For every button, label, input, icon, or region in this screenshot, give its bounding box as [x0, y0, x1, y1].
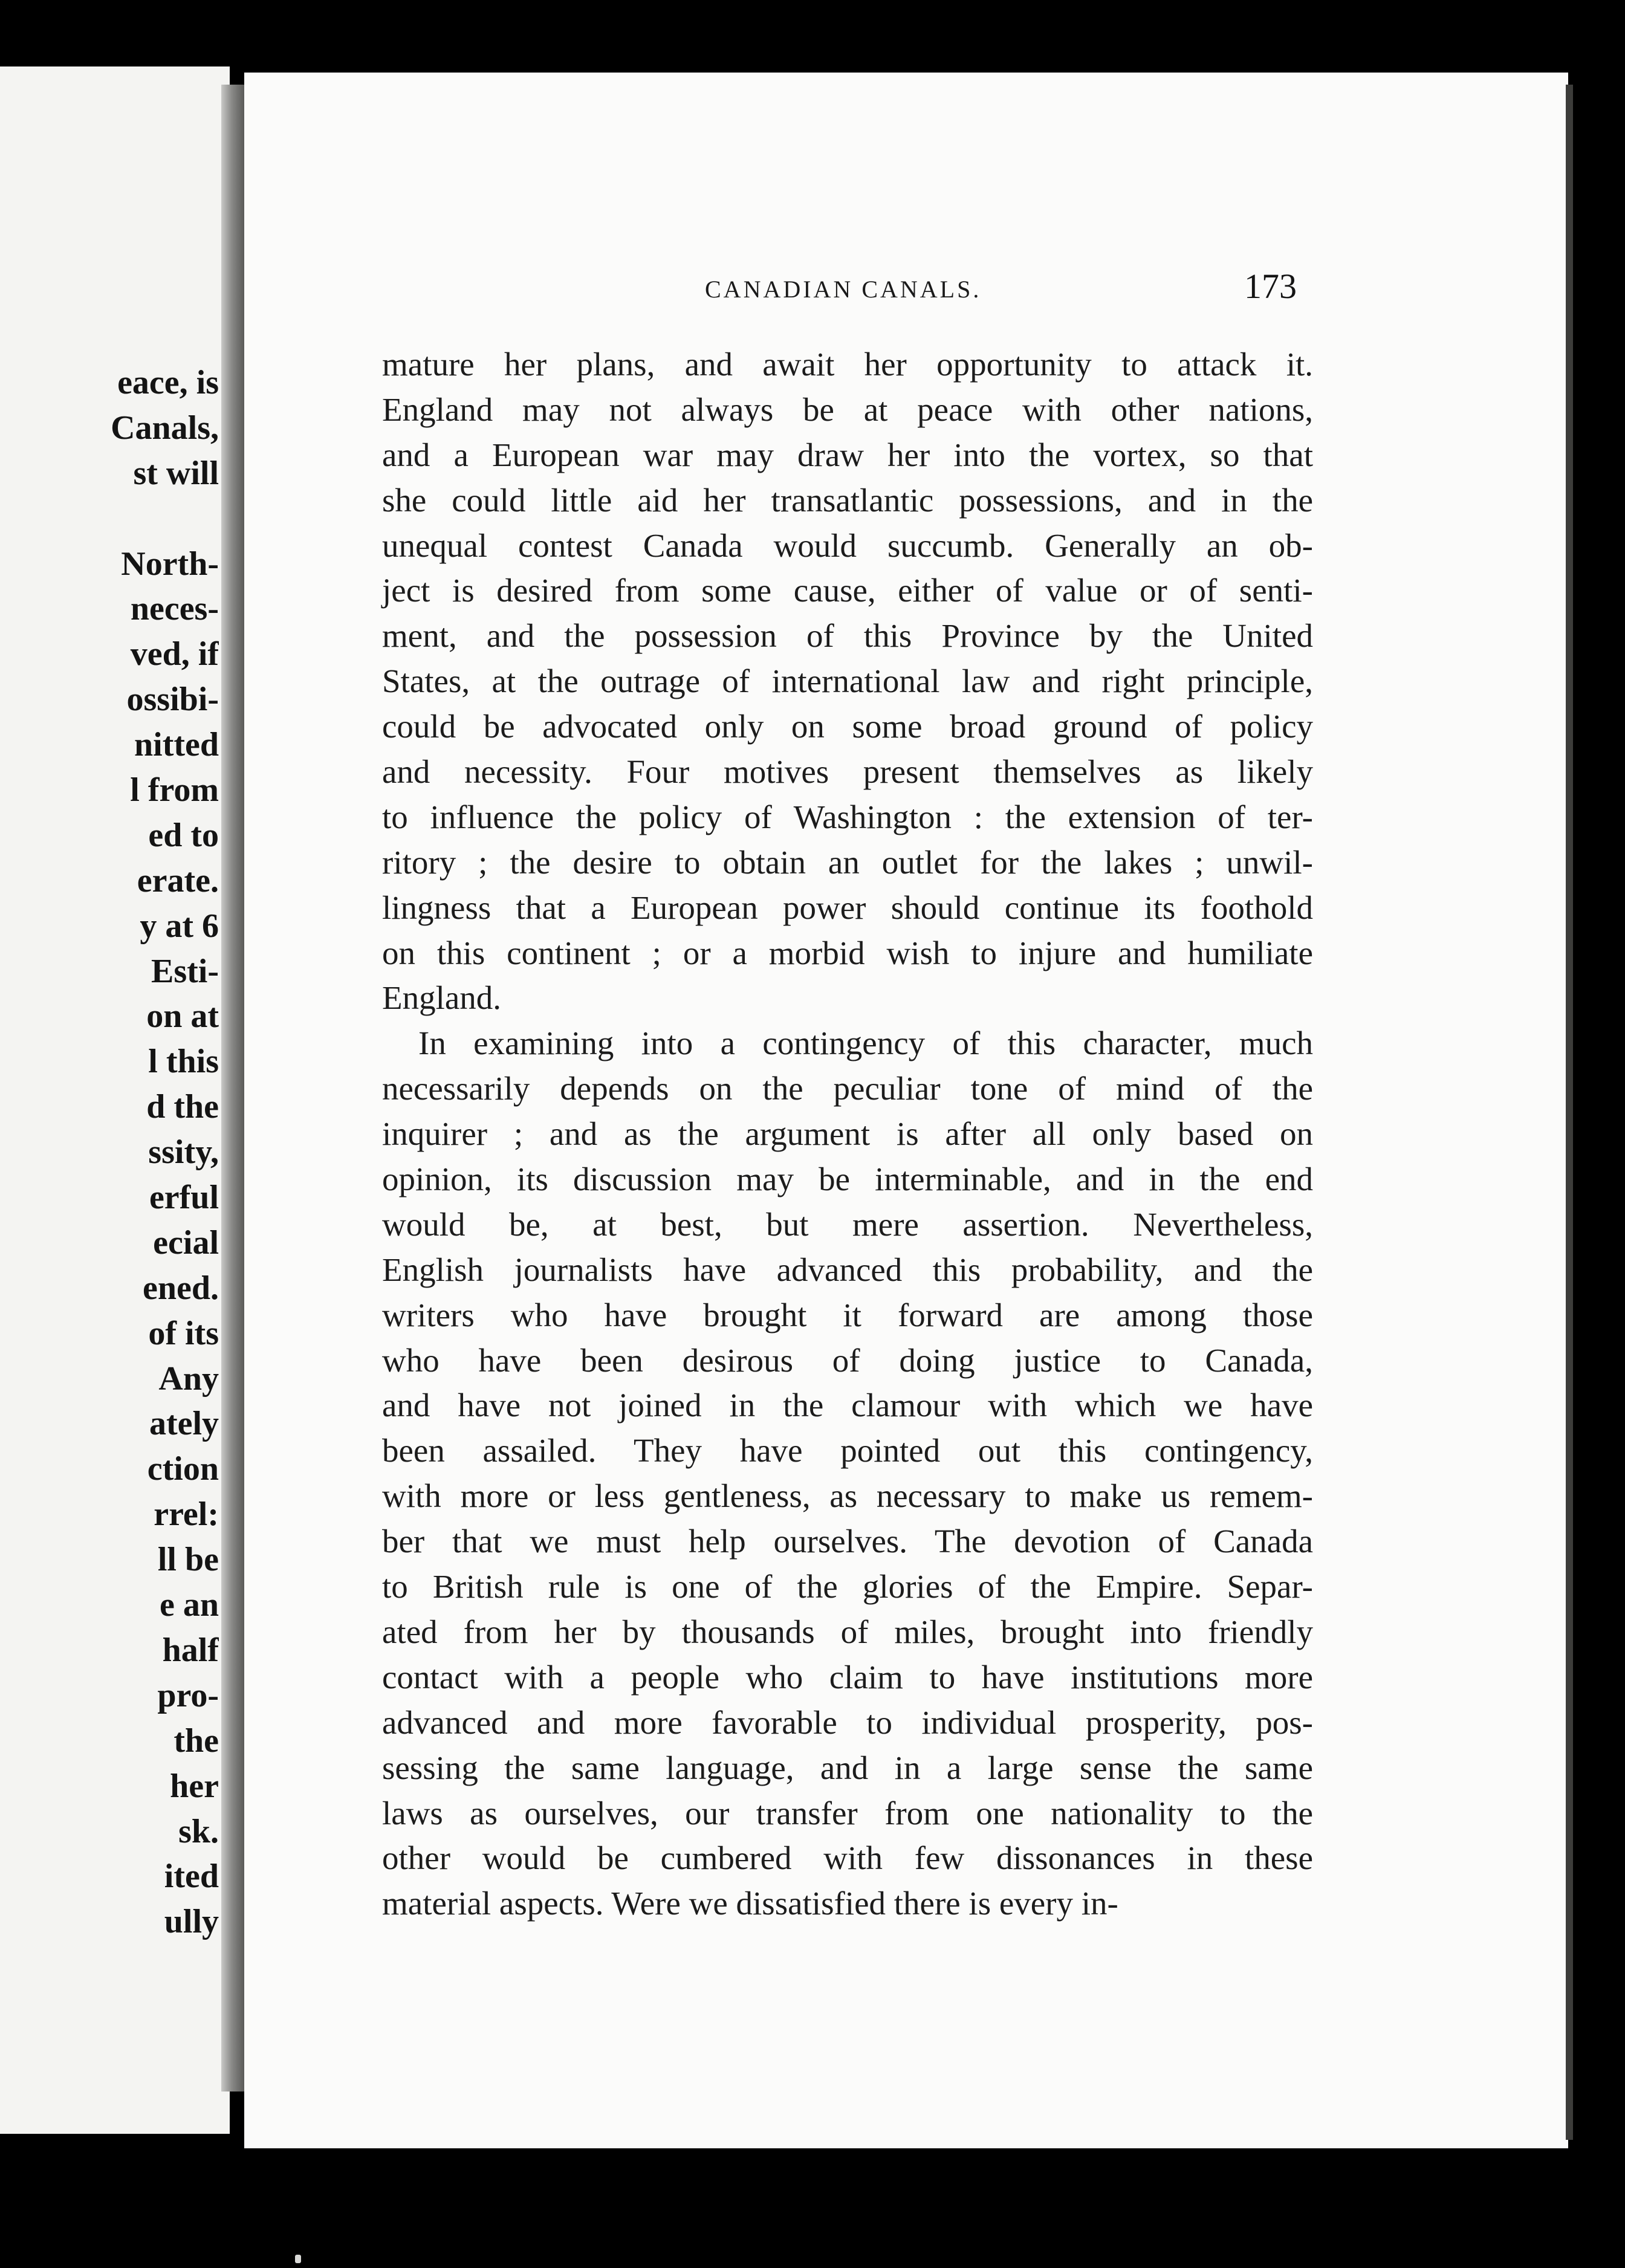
- body-line: necessarily depends on the peculiar tone of mind of the: [382, 1070, 1313, 1107]
- left-page-line: ssity,: [148, 1133, 219, 1171]
- body-line: to influence the policy of Washington : the extension of ter-: [382, 798, 1313, 835]
- body-line: ment, and the possession of this Province by the United: [382, 617, 1313, 655]
- left-page-line: e an: [160, 1586, 219, 1624]
- body-line: to British rule is one of the glories of the Empire. Separ-: [382, 1568, 1313, 1605]
- body-line: England.: [382, 979, 502, 1017]
- left-page-line: half: [162, 1631, 219, 1669]
- body-line: advanced and more favorable to individual prosperity, pos-: [382, 1703, 1313, 1741]
- body-line: would be, at best, but mere assertion. Nevertheless,: [382, 1205, 1313, 1243]
- left-page-line: Any: [158, 1359, 219, 1398]
- left-page-line: pro-: [157, 1676, 219, 1714]
- body-line: material aspects. Were we dissatisfied there is every in-: [382, 1885, 1118, 1922]
- body-line: and necessity. Four motives present themselves as likely: [382, 753, 1313, 791]
- left-page-line: neces-: [130, 590, 219, 628]
- running-head: CANADIAN CANALS.: [705, 276, 982, 303]
- left-page-line: ll be: [157, 1541, 219, 1579]
- left-page-line: ately: [149, 1405, 219, 1443]
- body-line: opinion, its discussion may be interminable, and in the end: [382, 1161, 1313, 1198]
- left-page-line: the: [174, 1722, 219, 1760]
- body-line: sessing the same language, and in a large sense the same: [382, 1749, 1313, 1786]
- left-page-line: ved, if: [130, 635, 219, 673]
- left-page-line: ecial: [153, 1223, 219, 1262]
- body-line: and a European war may draw her into the vortex, so that: [382, 436, 1313, 473]
- body-text: [382, 342, 1313, 1926]
- left-page-line: ited: [164, 1858, 219, 1896]
- body-line: laws as ourselves, our transfer from one nationality to the: [382, 1794, 1313, 1832]
- left-page-line: sk.: [178, 1812, 219, 1850]
- body-line: ated from her by thousands of miles, brought into friendly: [382, 1613, 1313, 1650]
- scan-speck: [295, 2255, 301, 2263]
- page-number: 173: [1244, 267, 1297, 306]
- body-line: mature her plans, and await her opportunity to attack it.: [382, 346, 1313, 383]
- left-page-text-fragments: [0, 360, 219, 1945]
- left-page-line: erate.: [137, 861, 219, 899]
- left-page-line: y at 6: [140, 907, 219, 945]
- body-line: she could little aid her transatlantic possessions, and in the: [382, 481, 1313, 519]
- body-line: In examining into a contingency of this character, much: [418, 1025, 1313, 1062]
- left-page-line: Canals,: [111, 409, 219, 447]
- page-gutter-shadow: [221, 85, 244, 2091]
- left-page-line: North-: [121, 545, 219, 583]
- left-page-line: of its: [148, 1314, 219, 1352]
- body-line: and have not joined in the clamour with which we have: [382, 1387, 1313, 1424]
- left-page-line: ossibi-: [126, 681, 219, 719]
- body-line: ber that we must help ourselves. The devotion of Canada: [382, 1523, 1313, 1560]
- left-page-line: st will: [133, 454, 219, 492]
- body-line: who have been desirous of doing justice to Canada,: [382, 1341, 1313, 1379]
- left-page-line: ully: [164, 1903, 219, 1941]
- left-page-line: nitted: [134, 726, 219, 764]
- left-page-line: [0, 496, 219, 542]
- left-page-line: eace, is: [117, 364, 219, 401]
- left-page-line: on at: [146, 997, 219, 1035]
- body-line: ject is desired from some cause, either of value or of senti-: [382, 572, 1313, 609]
- page-edge-shadow: [1566, 85, 1573, 2140]
- left-page-line: ened.: [143, 1269, 219, 1307]
- body-line: English journalists have advanced this probability, and the: [382, 1251, 1313, 1288]
- body-line: writers who have brought it forward are among those: [382, 1296, 1313, 1333]
- body-line: ritory ; the desire to obtain an outlet for the lakes ; unwil-: [382, 843, 1313, 881]
- body-line: with more or less gentleness, as necessary to make us remem-: [382, 1477, 1313, 1515]
- left-page-line: l from: [130, 771, 219, 809]
- left-page-line: erful: [149, 1179, 219, 1217]
- left-page-line: d the: [146, 1088, 219, 1126]
- body-line: States, at the outrage of international law and right principle,: [382, 663, 1313, 700]
- left-page-line: Esti-: [151, 952, 219, 990]
- body-line: unequal contest Canada would succumb. Generally an ob-: [382, 526, 1313, 564]
- body-line: been assailed. They have pointed out this contingency,: [382, 1432, 1313, 1469]
- body-line: England may not always be at peace with other nations,: [382, 390, 1313, 428]
- body-line: inquirer ; and as the argument is after all only based on: [382, 1115, 1313, 1153]
- left-page-line: ed to: [148, 816, 219, 854]
- body-line: contact with a people who claim to have institutions more: [382, 1658, 1313, 1696]
- left-page-line: rrel:: [154, 1495, 219, 1534]
- body-line: could be advocated only on some broad ground of policy: [382, 708, 1313, 745]
- body-line: other would be cumbered with few dissonances in these: [382, 1839, 1313, 1877]
- left-page-line: ction: [147, 1450, 219, 1488]
- body-line: on this continent ; or a morbid wish to injure and humiliate: [382, 934, 1313, 971]
- left-page-line: l this: [148, 1043, 219, 1081]
- left-page-line: her: [170, 1767, 219, 1805]
- body-line: lingness that a European power should continue its foothold: [382, 889, 1313, 926]
